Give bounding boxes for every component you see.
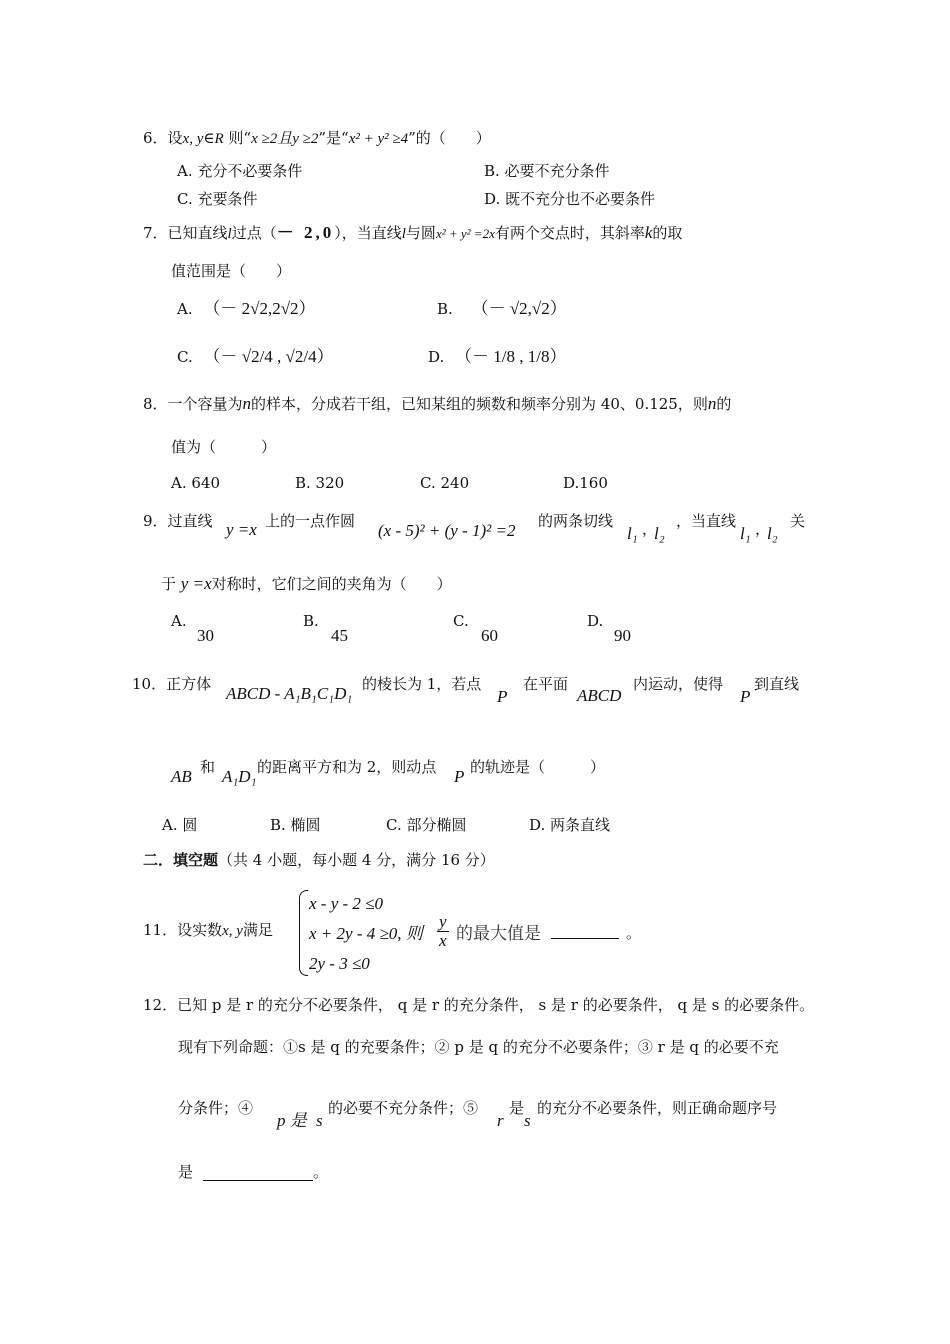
q9-text-d: ，当直线: [676, 512, 737, 530]
q7-option-b-label: B.: [437, 300, 453, 318]
section-2-note: （共 4 小题，每小题 4 分，满分 16 分）: [218, 851, 495, 869]
q6-real-set: R: [214, 131, 224, 147]
q8-option-a: A. 640: [171, 474, 220, 492]
q9-line2-b: 对称时，它们之间的夹角为（ ）: [211, 575, 452, 593]
q9-text-c: 的两条切线: [538, 512, 614, 530]
q12-s: s: [524, 1111, 531, 1130]
q7-option-c: [177, 348, 334, 365]
q6-vars: x, y: [182, 131, 204, 147]
q12-not-p: p 是: [277, 1111, 307, 1130]
q7-option-b: [437, 300, 567, 317]
q11-tail: 的最大值是: [456, 924, 541, 943]
q12-line1: 12．已知 p 是 r 的充分不必要条件， q 是 r 的充分条件， s 是 r 的必要条件， q 是 s 的必要条件。: [143, 996, 815, 1014]
q7-option-d-label: D.: [428, 348, 445, 366]
q9-line2: [161, 575, 452, 592]
q7-stem: [143, 224, 682, 242]
q11-vars: x, y: [222, 923, 243, 939]
q10-text-a: 10．正方体: [132, 675, 212, 693]
q9-line2-a: 于: [161, 575, 177, 593]
q11-satisfy: 满足: [242, 921, 273, 939]
q7-pass: 过点（: [231, 224, 277, 242]
q11-frac-num: y: [439, 912, 447, 931]
q11-end: 。: [626, 924, 642, 942]
q11-brace: [299, 890, 308, 976]
q12-r: r: [497, 1111, 504, 1130]
q7-tail: 的取: [652, 224, 683, 242]
q9-option-d-label: D.: [587, 612, 604, 630]
q6-condition-2: x² + y² ≥4: [348, 131, 409, 147]
q8-text-c: 的: [716, 395, 732, 413]
q7-has: 有两个交点时，其斜率: [494, 224, 645, 242]
q11-number: 11．设实数: [143, 921, 223, 939]
q10-text-b: 的棱长为 1，若点: [362, 675, 482, 693]
q7-option-b-value: （－ √2,√2）: [471, 299, 567, 318]
q6-option-b: B. 必要不充分条件: [484, 162, 610, 180]
q6-number: 6．设: [143, 129, 183, 147]
q8-text-a: 8．一个容量为: [143, 395, 243, 413]
q10-text-g: 的轨迹是（ ）: [470, 758, 606, 776]
q8-text-b: 的样本，分成若干组，已知某组的频数和频率分别为 40、0.125，则: [251, 395, 708, 413]
q9-option-b-value: 45: [331, 626, 348, 645]
q10-point-p-2: P: [740, 687, 751, 706]
q10-point-p-3: P: [454, 767, 465, 786]
q7-stem-line2: 值范围是（ ）: [171, 262, 292, 280]
q8-option-d: D.160: [563, 474, 608, 492]
q12-line3h: 的充分不必要条件，则正确命题序号: [537, 1099, 778, 1117]
q7-close: ），当直线: [334, 224, 402, 242]
q10-plane: ABCD: [577, 686, 622, 705]
q10-text-e: 到直线: [754, 675, 800, 693]
q6-condition-1: x ≥2且y ≥2: [251, 131, 319, 147]
q7-option-a: [177, 300, 316, 317]
q7-line-l-2: l: [401, 226, 406, 242]
q9-line-eq-2: y =x: [180, 574, 212, 593]
q11-constraint-3: 2y - 3 ≤0: [309, 954, 370, 973]
q6-option-d: D. 既不充分也不必要条件: [484, 190, 656, 208]
q8-option-b: B. 320: [295, 474, 345, 492]
q9-l2-2: l₂: [767, 524, 778, 543]
q7-line-l: l: [227, 226, 232, 242]
q6-in-symbol: ∈: [203, 131, 215, 147]
q9-l1: l₁: [627, 524, 638, 543]
q10-point-p: P: [497, 687, 508, 706]
q11-answer-blank[interactable]: [551, 938, 619, 939]
q6-then: 则“: [223, 129, 252, 147]
q12-is: 是: [509, 1099, 525, 1117]
q10-cube: ABCD - A₁B₁C₁D₁: [226, 684, 353, 703]
q11-text-a: [143, 923, 273, 939]
q12-line3d: 的必要不充分条件；⑤: [328, 1099, 479, 1117]
q12-line3a: 分条件；④: [178, 1099, 254, 1117]
q10-and: 和: [200, 758, 216, 776]
q10-text-c: 在平面: [523, 675, 569, 693]
q12-line4: 是: [178, 1163, 194, 1181]
q9-option-a-label: A.: [171, 612, 187, 630]
q10-line-ab: AB: [171, 767, 192, 786]
q7-option-d-value: （－ 1/8 , 1/8）: [455, 347, 567, 366]
q11-constraint-1: x - y - 2 ≤0: [309, 894, 383, 913]
q7-number: 7．已知直线: [143, 224, 228, 242]
q9-text-a: 9．过直线: [143, 512, 213, 530]
q12-line2: 现有下列命题：①s 是 q 的充要条件；② p 是 q 的充分不必要条件；③ r 是 q 的必要不充: [178, 1038, 779, 1056]
q12-answer-blank[interactable]: [203, 1180, 313, 1181]
q9-option-a-value: 30: [197, 626, 214, 645]
q12-end: 。: [313, 1163, 329, 1181]
q6-end: ”的（ ）: [408, 129, 491, 147]
q7-option-c-label: C.: [177, 348, 193, 366]
q11-fraction: [437, 913, 449, 950]
q9-option-b-label: B.: [303, 612, 319, 630]
q10-option-d: D. 两条直线: [529, 816, 611, 834]
q8-stem: [143, 395, 731, 412]
q10-option-a: A. 圆: [162, 816, 198, 834]
q9-option-d-value: 90: [614, 626, 631, 645]
q7-point: － 2,0: [276, 223, 335, 242]
q8-option-c: C. 240: [420, 474, 470, 492]
q9-sep: ，: [642, 520, 658, 538]
q8-stem-line2: 值为（ ）: [171, 438, 277, 456]
q8-n-2: n: [707, 394, 717, 413]
q6-option-a: A. 充分不必要条件: [177, 162, 303, 180]
q9-l2: l₂: [654, 524, 665, 543]
q11-constraint-2: x + 2y - 4 ≥0, 则: [309, 924, 423, 943]
q10-text-d: 内运动，使得: [633, 675, 724, 693]
q6-stem: [143, 131, 491, 147]
q6-is: ”是“: [318, 129, 349, 147]
q7-option-a-value: （－ 2√2,2√2）: [203, 299, 316, 318]
q7-circle-eq: x² + y² =2x: [435, 226, 495, 241]
q9-text-e: 关: [790, 512, 806, 530]
q9-option-c-value: 60: [481, 626, 498, 645]
q9-l1-2: l₁: [740, 524, 751, 543]
q7-option-d: [428, 348, 567, 365]
q7-slope-k: k: [644, 223, 653, 242]
section-2-title: 二．填空题: [143, 851, 219, 869]
q9-option-c-label: C.: [453, 612, 469, 630]
q9-line-eq: y =x: [226, 520, 257, 539]
section-2-header: [143, 853, 495, 868]
q7-option-c-value: （－ √2/4 , √2/4）: [203, 347, 334, 366]
q9-sep-2: ，: [755, 520, 771, 538]
q9-circle-eq: (x - 5)² + (y - 1)² =2: [378, 521, 516, 540]
q7-with: 与圆: [405, 224, 436, 242]
q8-n: n: [242, 394, 252, 413]
q7-option-a-label: A.: [177, 300, 193, 318]
q10-text-f: 的距离平方和为 2，则动点: [257, 758, 437, 776]
q10-option-b: B. 椭圆: [270, 816, 321, 834]
q11-frac-den: x: [439, 930, 447, 950]
q10-option-c: C. 部分椭圆: [386, 816, 467, 834]
q9-text-b: 上的一点作圆: [265, 512, 356, 530]
q12-not-s: s: [316, 1111, 323, 1130]
q10-line-a1d1: A₁D₁: [222, 767, 257, 786]
q6-option-c: C. 充要条件: [177, 190, 258, 208]
